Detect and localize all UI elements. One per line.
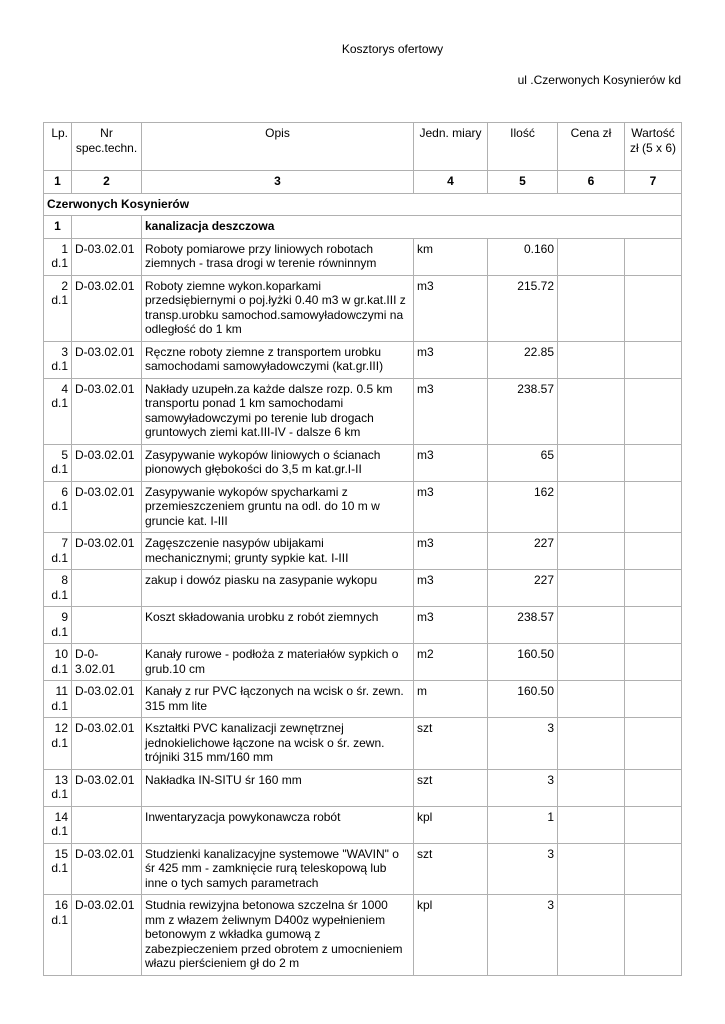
column-number: 3 [142, 171, 414, 194]
row-spec-number: D-0-3.02.01 [72, 644, 142, 681]
row-quantity: 238.57 [488, 378, 558, 444]
row-spec-number [72, 570, 142, 607]
row-unit: szt [414, 718, 488, 770]
row-price [558, 895, 625, 976]
row-quantity: 3 [488, 718, 558, 770]
row-description: Studzienki kanalizacyjne systemowe "WAVIN" o śr 425 mm - zamknięcie rurą teleskopową lub inne o tych samych parametrach [142, 843, 414, 895]
row-description: Kształtki PVC kanalizacji zewnętrznej jednokielichowe łączone na wcisk o śr. zewn. trójniki 315 mm/160 mm [142, 718, 414, 770]
table-row [44, 769, 682, 806]
document-title: Kosztorys ofertowy [341, 42, 444, 56]
row-price [558, 806, 625, 843]
row-spec-number: D-03.02.01 [72, 769, 142, 806]
row-value [625, 570, 682, 607]
row-lp: 11 d.1 [44, 681, 72, 718]
row-quantity: 0.160 [488, 238, 558, 275]
header-cena: Cena zł [558, 123, 625, 171]
row-spec-number: D-03.02.01 [72, 681, 142, 718]
table-row [44, 570, 682, 607]
table-row [44, 806, 682, 843]
row-spec-number: D-03.02.01 [72, 444, 142, 481]
row-quantity: 65 [488, 444, 558, 481]
row-description: Roboty pomiarowe przy liniowych robotach ziemnych - trasa drogi w terenie równinnym [142, 238, 414, 275]
row-unit: m3 [414, 341, 488, 378]
column-number: 2 [72, 171, 142, 194]
row-spec-number [72, 607, 142, 644]
row-value [625, 341, 682, 378]
row-unit: szt [414, 769, 488, 806]
row-value [625, 843, 682, 895]
column-number: 4 [414, 171, 488, 194]
table-row [44, 644, 682, 681]
row-description: Inwentaryzacja powykonawcza robót [142, 806, 414, 843]
row-price [558, 570, 625, 607]
row-description: Zagęszczenie nasypów ubijakami mechanicznymi; grunty sypkie kat. I-III [142, 533, 414, 570]
row-value [625, 481, 682, 533]
section-row [44, 193, 682, 216]
row-unit: m2 [414, 644, 488, 681]
row-value [625, 275, 682, 341]
row-quantity: 160.50 [488, 681, 558, 718]
row-price [558, 238, 625, 275]
row-lp: 10 d.1 [44, 644, 72, 681]
row-spec-number [72, 806, 142, 843]
row-spec-number: D-03.02.01 [72, 238, 142, 275]
column-number: 1 [44, 171, 72, 194]
group-nr [72, 216, 142, 239]
row-price [558, 644, 625, 681]
row-lp: 4 d.1 [44, 378, 72, 444]
section-title: Czerwonych Kosynierów [44, 193, 682, 216]
group-name: kanalizacja deszczowa [142, 216, 682, 239]
row-unit: szt [414, 843, 488, 895]
row-value [625, 238, 682, 275]
table-row [44, 378, 682, 444]
row-spec-number: D-03.02.01 [72, 718, 142, 770]
row-unit: m3 [414, 481, 488, 533]
row-spec-number: D-03.02.01 [72, 481, 142, 533]
row-value [625, 378, 682, 444]
row-value [625, 769, 682, 806]
row-unit: m3 [414, 607, 488, 644]
group-lp: 1 [44, 216, 72, 239]
row-quantity: 227 [488, 533, 558, 570]
row-lp: 13 d.1 [44, 769, 72, 806]
row-unit: kpl [414, 895, 488, 976]
row-lp: 7 d.1 [44, 533, 72, 570]
row-unit: kpl [414, 806, 488, 843]
row-lp: 8 d.1 [44, 570, 72, 607]
table-row [44, 275, 682, 341]
header-opis: Opis [142, 123, 414, 171]
row-value [625, 644, 682, 681]
row-lp: 2 d.1 [44, 275, 72, 341]
column-number: 7 [625, 171, 682, 194]
document-address: ul .Czerwonych Kosynierów kd [517, 73, 681, 87]
row-spec-number: D-03.02.01 [72, 843, 142, 895]
row-quantity: 215.72 [488, 275, 558, 341]
row-lp: 1 d.1 [44, 238, 72, 275]
row-unit: m [414, 681, 488, 718]
row-description: zakup i dowóz piasku na zasypanie wykopu [142, 570, 414, 607]
row-price [558, 341, 625, 378]
row-description: Zasypywanie wykopów spycharkami z przemieszczeniem gruntu na odl. do 10 m w gruncie kat. I-III [142, 481, 414, 533]
table-row [44, 607, 682, 644]
row-spec-number: D-03.02.01 [72, 341, 142, 378]
row-spec-number: D-03.02.01 [72, 378, 142, 444]
row-price [558, 444, 625, 481]
row-value [625, 806, 682, 843]
row-value [625, 895, 682, 976]
cost-estimate-table [43, 122, 682, 976]
table-row [44, 481, 682, 533]
row-description: Zasypywanie wykopów liniowych o ścianach pionowych głębokości do 3,5 m kat.gr.I-II [142, 444, 414, 481]
row-description: Kanały rurowe - podłoża z materiałów sypkich o grub.10 cm [142, 644, 414, 681]
group-row [44, 216, 682, 239]
column-number: 5 [488, 171, 558, 194]
row-quantity: 162 [488, 481, 558, 533]
row-lp: 3 d.1 [44, 341, 72, 378]
row-value [625, 444, 682, 481]
column-number: 6 [558, 171, 625, 194]
row-lp: 5 d.1 [44, 444, 72, 481]
header-wartosc: Wartość zł (5 x 6) [625, 123, 682, 171]
row-price [558, 718, 625, 770]
row-lp: 14 d.1 [44, 806, 72, 843]
row-lp: 9 d.1 [44, 607, 72, 644]
row-value [625, 607, 682, 644]
table-row [44, 444, 682, 481]
row-unit: m3 [414, 533, 488, 570]
table-row [44, 718, 682, 770]
header-ilosc: Ilość [488, 123, 558, 171]
row-quantity: 22.85 [488, 341, 558, 378]
row-unit: m3 [414, 275, 488, 341]
header-row [44, 123, 682, 171]
table-row [44, 341, 682, 378]
row-description: Kanały z rur PVC łączonych na wcisk o śr. zewn. 315 mm lite [142, 681, 414, 718]
row-value [625, 718, 682, 770]
table-row [44, 895, 682, 976]
row-value [625, 533, 682, 570]
row-description: Ręczne roboty ziemne z transportem urobku samochodami samowyładowczymi (kat.gr.III) [142, 341, 414, 378]
row-spec-number: D-03.02.01 [72, 533, 142, 570]
row-unit: m3 [414, 444, 488, 481]
row-unit: km [414, 238, 488, 275]
row-description: Studnia rewizyjna betonowa szczelna śr 1000 mm z włazem żeliwnym D400z wypełnieniem betonowym z wkładka gumową z zabezpieczeniem przed obrotem z umocnieniem włazu pierścieniem gł do 2 m [142, 895, 414, 976]
row-unit: m3 [414, 570, 488, 607]
row-description: Nakładka IN-SITU śr 160 mm [142, 769, 414, 806]
table-row [44, 843, 682, 895]
row-value [625, 681, 682, 718]
row-description: Nakłady uzupełn.za każde dalsze rozp. 0.5 km transportu ponad 1 km samochodami samowyładowczymi po terenie lub drogach gruntowych ziemi kat.III-IV - dalsze 6 km [142, 378, 414, 444]
row-quantity: 3 [488, 843, 558, 895]
row-quantity: 1 [488, 806, 558, 843]
row-price [558, 769, 625, 806]
row-description: Roboty ziemne wykon.koparkami przedsiębiernymi o poj.łyżki 0.40 m3 w gr.kat.III z transp.urobku samochod.samowyładowczymi na odległość do 1 km [142, 275, 414, 341]
row-lp: 16 d.1 [44, 895, 72, 976]
row-price [558, 681, 625, 718]
row-quantity: 227 [488, 570, 558, 607]
table-row [44, 681, 682, 718]
table-row [44, 533, 682, 570]
row-unit: m3 [414, 378, 488, 444]
row-spec-number: D-03.02.01 [72, 895, 142, 976]
row-lp: 12 d.1 [44, 718, 72, 770]
row-lp: 6 d.1 [44, 481, 72, 533]
row-description: Koszt składowania urobku z robót ziemnych [142, 607, 414, 644]
table-row [44, 238, 682, 275]
row-price [558, 275, 625, 341]
row-price [558, 378, 625, 444]
row-quantity: 3 [488, 769, 558, 806]
column-number-row [44, 171, 682, 194]
row-spec-number: D-03.02.01 [72, 275, 142, 341]
row-quantity: 3 [488, 895, 558, 976]
row-quantity: 238.57 [488, 607, 558, 644]
row-price [558, 481, 625, 533]
header-lp: Lp. [44, 123, 72, 171]
row-price [558, 607, 625, 644]
header-jedn: Jedn. miary [414, 123, 488, 171]
row-lp: 15 d.1 [44, 843, 72, 895]
row-price [558, 843, 625, 895]
header-nr: Nr spec.techn. [72, 123, 142, 171]
row-quantity: 160.50 [488, 644, 558, 681]
row-price [558, 533, 625, 570]
